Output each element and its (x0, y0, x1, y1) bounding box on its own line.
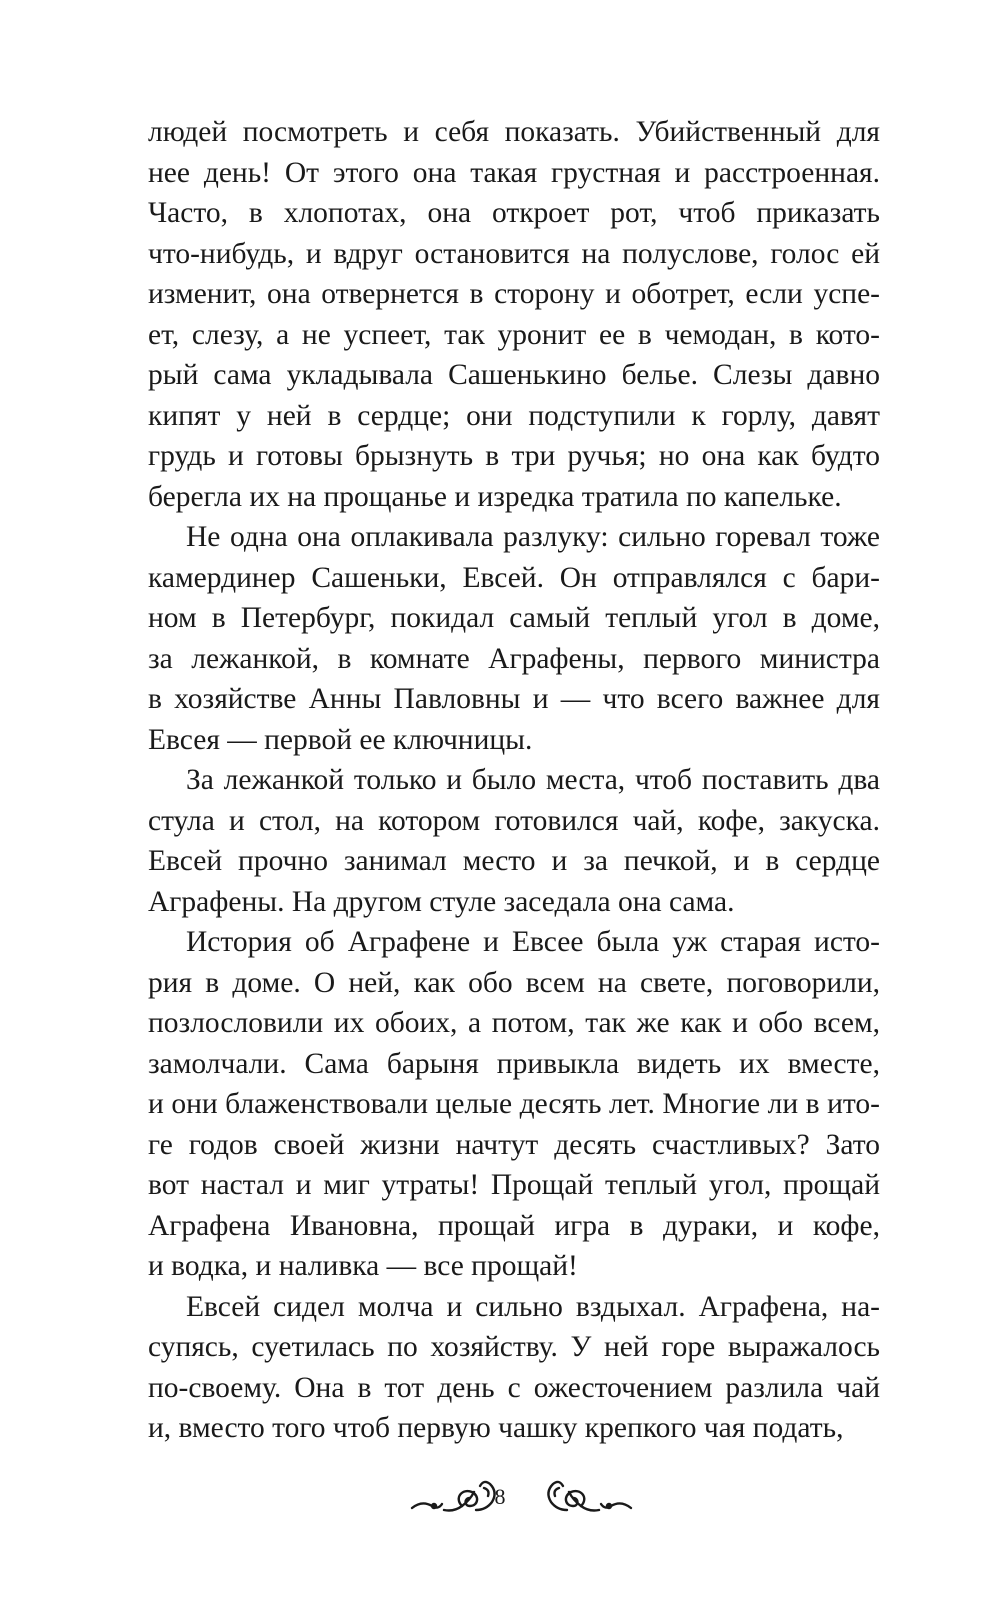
paragraph (148, 112, 880, 517)
text-line: рый сама укладывала Сашенькино белье. Слезы давно (148, 359, 880, 391)
text-line: Евсей прочно занимал место и за печкой, и в сердце (148, 845, 880, 877)
text-line: ге годов своей жизни начтут десять счастливых? Зато (148, 1128, 880, 1161)
body-text (148, 112, 880, 1449)
text-line: рия в доме. О ней, как обо всем на свете, поговорили, (148, 966, 880, 999)
text-line: в хозяйстве Анны Павловны и — что всего важнее для (148, 683, 880, 715)
text-line: и, вместо того чтоб первую чашку крепкого чая подать, (148, 1412, 844, 1444)
text-line: вот настал и миг утраты! Прощай теплый угол, прощай (148, 1169, 880, 1201)
paragraph (148, 760, 880, 922)
text-line: ном в Петербург, покидал самый теплый угол в доме, (148, 602, 880, 634)
text-line: Не одна она оплакивала разлуку: сильно горевал тоже (186, 521, 880, 553)
text-line: изменит, она отвернется в сторону и оботрет, если успе- (148, 278, 880, 310)
page-number: 8 (494, 1484, 506, 1509)
text-line: и водка, и наливка — все прощай! (148, 1250, 578, 1282)
text-line: по-своему. Она в тот день с ожесточением разлила чай (148, 1371, 880, 1404)
text-line: камердинер Сашеньки, Евсей. Он отправлялся с бари- (148, 561, 880, 594)
text-line: За лежанкой только и было места, чтоб поставить два (186, 764, 880, 796)
text-line: ет, слезу, а не успеет, так уронит ее в чемодан, в кото- (148, 318, 880, 351)
text-line: берегла их на прощанье и изредка тратила по капельке. (148, 480, 842, 513)
text-line: позлословили их обоих, а потом, так же как и обо всем, (148, 1007, 880, 1039)
text-line: грудь и готовы брызнуть в три ручья; но она как будто (148, 440, 880, 472)
text-line: История об Аграфене и Евсее была уж старая исто- (186, 926, 880, 958)
text-line: людей посмотреть и себя показать. Убийственный для (148, 116, 880, 148)
paragraph (148, 517, 880, 760)
text-line: Аграфена Ивановна, прощай игра в дураки, и кофе, (148, 1209, 880, 1242)
paragraph (148, 922, 880, 1287)
page-footer (0, 1476, 1000, 1526)
paragraph (148, 1287, 880, 1449)
text-line: Аграфены. На другом стуле заседала она сама. (148, 885, 735, 918)
text-line: замолчали. Сама барыня привыкла видеть их вместе, (148, 1047, 880, 1080)
right-flourish-icon (537, 1476, 633, 1522)
text-line: Евсей сидел молча и сильно вздыхал. Аграфена, на- (186, 1290, 880, 1323)
text-line: и они блаженствовали целые десять лет. Многие ли в ито- (148, 1088, 880, 1120)
text-line: кипят у ней в сердце; они подступили к горлу, давят (148, 399, 880, 432)
text-line: что-нибудь, и вдруг остановится на полуслове, голос ей (148, 237, 880, 270)
text-line: Часто, в хлопотах, она откроет рот, чтоб приказать (148, 197, 880, 229)
text-line: за лежанкой, в комнате Аграфены, первого министра (148, 642, 880, 675)
text-line: нее день! От этого она такая грустная и расстроенная. (148, 156, 880, 189)
text-line: супясь, суетилась по хозяйству. У ней горе выражалось (148, 1331, 880, 1363)
text-line: Евсея — первой ее ключницы. (148, 723, 533, 756)
text-line: стула и стол, на котором готовился чай, кофе, закуска. (148, 804, 880, 837)
